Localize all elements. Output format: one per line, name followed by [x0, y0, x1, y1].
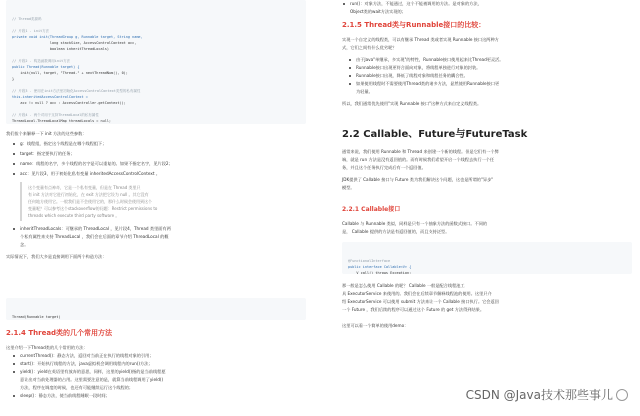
callable-intro-section	[342, 148, 632, 192]
callable-usage-para	[342, 282, 632, 314]
param-item-target: target：指定要执行的任务；	[6, 150, 306, 158]
text-line: 模型。	[342, 185, 355, 190]
comparison-item	[342, 80, 632, 96]
comparison-item: 由于Java"单继承，多实现"的特性，Runnable接口使用起来比Thread更灵活。	[342, 56, 632, 64]
text-line: Callable 与 Runnable 类似，同样是只有一个抽象方法的函数式接口。不同的	[342, 221, 488, 226]
text-line: 那一般是怎么使用 Callable 的呢？ Callable 一般是配合线程池工	[342, 283, 465, 288]
code-block-thread-init	[6, 0, 306, 124]
csdn-watermark	[466, 388, 628, 402]
callable-intro-para	[342, 148, 632, 172]
param-inherit-line: inheritThreadLocals：可继承的 ThreadLocal ，见片段4，Thread 类里面有两	[20, 226, 171, 231]
param-item-g: g：线程组，指定这个线程是在哪个线程组下；	[6, 140, 306, 148]
code-line: init(null, target, "Thread-" + nextThreadNum(), 0);	[12, 71, 128, 75]
callable-desc	[342, 220, 632, 236]
text-line: 绍 ExecutorService 可以使用 submit 方法来让一个 Callable 接口执行。它会返回	[342, 299, 499, 304]
text-line: JDK提供了 Callable 接口与 Future 类为我们解决这个问题，这也是所谓的"异步"	[342, 177, 494, 182]
watermark-text: CSDN @Java技术那些事儿	[465, 388, 613, 402]
code-line: }	[12, 77, 15, 81]
params-intro: 我们挨个来解释一下 init 方法的这些参数：	[6, 131, 87, 136]
actual-usage-text: 实际情况下，我们大多是直接调用下面两个构造方法：	[6, 254, 107, 259]
section-heading-thread-vs-runnable: 2.1.5 Thread类与Runnable接口的比较：	[342, 21, 486, 29]
code-line: ThreadLocal.ThreadLocalMap threadLocals = null;	[12, 119, 112, 123]
methods-section	[6, 328, 306, 400]
method-item-start: start()：开始执行线程的方法，java虚拟机会调用线程内的run()方法；	[6, 360, 306, 368]
text-line: 是， Callable 提供的方法是有返回值的，而且支持泛型。	[342, 229, 450, 234]
text-line: 端，就是 run 方法是没有返回值的。而有时候我们希望开启一个线程去执行一个任	[342, 157, 495, 162]
quote-line: 这个变量有点神奇，它是一个私有变量，但是在 Thread 类里只	[28, 185, 141, 190]
right-column	[336, 0, 636, 416]
text-line: 具 ExecutorService 来使用的。我们会在后续章节解释线程池的使用。这里只介	[342, 291, 492, 296]
param-inherit-line: 念。	[20, 242, 29, 247]
code-line: boolean inheritThreadLocals)	[12, 47, 109, 51]
left-column	[0, 0, 306, 416]
code-line: // 片段4 - 两个对用于支持ThreadLocal的私有属性	[12, 113, 99, 117]
code-line: public interface Callable<V> {	[348, 265, 412, 269]
code-line: V call() throws Exception;	[348, 271, 412, 274]
params-section	[6, 130, 306, 261]
methods-intro: 这里介绍一下Thread类的几个常用的方法：	[6, 345, 88, 350]
code-line: Thread(Runnable target)	[12, 315, 61, 319]
code-line: this.inheritedAccessControlContext =	[12, 95, 88, 99]
param-item-acc: acc：见片段3，用于初始化私有变量 inheritedAccessControlContext 。	[6, 170, 306, 178]
code-line: @FunctionalInterface	[348, 259, 391, 263]
text-line: 式，它们之间有什么优劣呢？	[342, 45, 397, 50]
wait-line: Object类的wait方法实现的；	[350, 9, 406, 14]
acc-quote	[20, 182, 306, 221]
param-inherit-line: 个私有属性来支持 ThreadLocal ，我们会在后面的章节介绍 ThreadLocal 的概	[20, 234, 169, 239]
comparison-intro	[342, 36, 632, 52]
comparison-item: Runnable接口出现更符合面向对象，将线程单独进行对象的封装。	[342, 64, 632, 72]
wait-method-item	[336, 0, 636, 16]
section-heading-callable-future: 2.2 Callable、Future与FutureTask	[342, 129, 528, 140]
section-heading-thread-methods: 2.1.4 Thread类的几个常用方法	[6, 329, 113, 337]
method-yield-line: yield()：yield在英语里有放弃的意思，同样，这里的yield()指的是当前线程愿	[20, 369, 166, 374]
code-line: // 片段1 - init方法	[12, 29, 50, 33]
text-line: 务，并且这个任务执行完成后有一个返回值。	[342, 165, 426, 170]
quote-line: 有 init 方法对它进行初始化，在 exit 方法把它设为 null 。其它没有	[28, 192, 149, 197]
quote-line: threads which execute third party software 。	[28, 213, 120, 218]
code-line: // 片段3 - 使用在init方法里初始化AccessControlContext类型的私有属性	[12, 89, 141, 93]
method-item-yield	[6, 368, 306, 392]
quote-line: 变量呢？可以参考这个stackoverflow的问题：Restrict permissions to	[28, 206, 158, 211]
code-block-callable	[342, 242, 632, 274]
comparison-section	[342, 36, 632, 108]
method-yield-line: 方法，程序在调度的时候，也还有可能继续运行这个线程的；	[20, 385, 134, 390]
code-line: public Thread(Runnable target) {	[12, 65, 80, 69]
code-line: // 片段2 - 构造函数调用init方法	[12, 59, 71, 63]
text-line: 一个 Future ，我们后续的程序可以通过这个 Future 的 get 方法得到结果。	[342, 307, 485, 312]
text-line: 为轻量。	[356, 89, 373, 94]
param-item-name: name：线程的名字，多个线程的名字是可以重复的。如果不指定名字，见片段2；	[6, 160, 306, 168]
demo-intro: 这里可以看一个简单的使用demo：	[342, 323, 409, 328]
code-block-constructors	[6, 298, 306, 320]
right-top-bullets	[336, 0, 636, 16]
param-item-inherit	[6, 225, 306, 249]
method-item-currentthread: currentThread()：静态方法，返回对当前正在执行的线程对象的引用；	[6, 352, 306, 360]
jdk-para	[342, 176, 632, 192]
code-line: acc != null ? acc : AccessController.getContext();	[12, 101, 126, 105]
text-line: 实现一个自定义的线程类，可以有继承 Thread 类或者实现 Runnable 接口这两种方	[342, 37, 499, 42]
eye-icon	[616, 389, 628, 401]
code-line: private void init(ThreadGroup g, Runnable target, String name,	[12, 35, 143, 39]
comparison-item: Runnable接口出现，降低了线程对象和线程任务的耦合性。	[342, 72, 632, 80]
method-yield-line: 意让出对当前处理器的占用。这里需要注意的是，就算当前线程调用了yield()	[20, 377, 164, 382]
quote-line: 任何地方使用它。一般我们是不会使用它的，那什么时候会使用到这个	[28, 199, 152, 204]
section-heading-callable: 2.2.1 Callable接口	[342, 206, 401, 213]
comparison-conclusion: 所以，我们通常优先使用"实现 Runnable 接口"这种方式来自定义线程类。	[342, 101, 482, 106]
method-item-sleep: sleep()：静态方法，使当前线程睡眠一段时间；	[6, 392, 306, 400]
text-line: 如果使用线程时不需要使用Thread类的诸多方法，显然使用Runnable接口更	[356, 81, 500, 86]
wait-line: run()：对象方法，不能通过，这个不能被调用的方法。是对象的方法，	[350, 1, 482, 6]
text-line: 通常来说，我们使用 Runnable 和 Thread 来创建一个新的线程。但是它们有一个弊	[342, 149, 499, 154]
code-line: long stackSize, AccessControlContext acc,	[12, 41, 137, 45]
code-line: // Thread类源码	[12, 17, 42, 21]
